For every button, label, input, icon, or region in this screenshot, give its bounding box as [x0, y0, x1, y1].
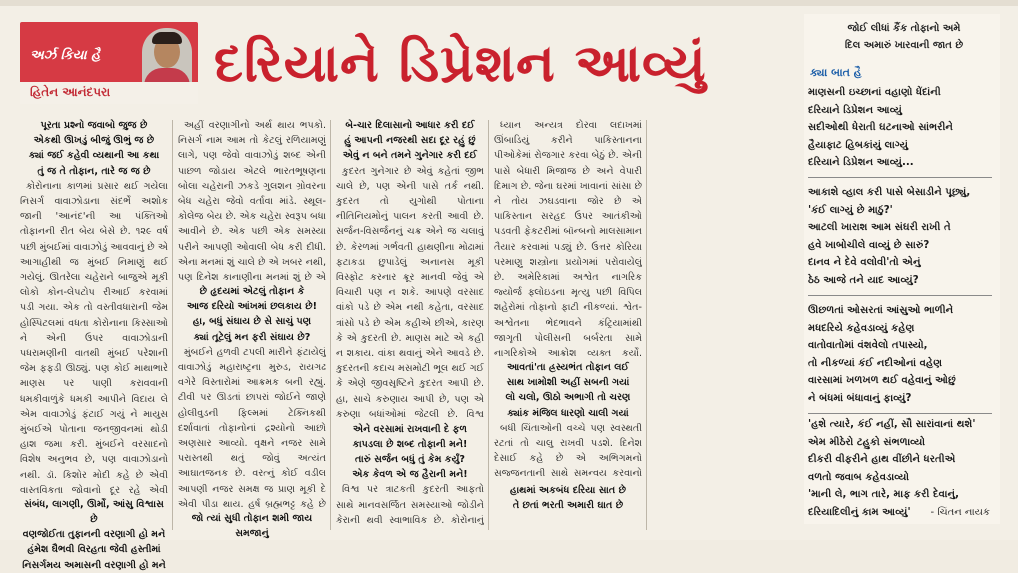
divider [808, 413, 992, 414]
column-divider [172, 120, 173, 530]
author-bar [20, 82, 198, 104]
verse: પૂરતા પ્રશ્નો જવાબો જુજ છે [40, 120, 148, 131]
verse: બે-ચાર દિલાસાનો આધાર કરી દઈ [345, 120, 475, 131]
poem-sidebar [804, 14, 1000, 524]
verse: તું જ તે તોફાન, તારે જ જ છે [37, 165, 151, 177]
verse: ક્યાં જઈ કહેવી વ્યથાની આ કથા [28, 150, 160, 162]
section-title: ક્યા બાત હૈ [810, 66, 862, 79]
author-name: હિતેન આનંદપરા [30, 85, 111, 99]
poem-stanza-3: ઊછળતાં ઓસરતાં આંસુઓ ભાળીને મધદરિયે કહેવડાવ્યું કહેણ વાતોવાતોમાં વંશવેલો તપાસ્યો, તો નીકળ્યાં કંઈ નદીઓનાં વહેણ વારસામાં ખળખળ થઈ વહેવાનું ઓછું ને બંધમાં બંધાવાનું ફાવ્યું? [808, 305, 956, 404]
verse: આજ દરિયો આંખમાં છલકાય છે! [186, 301, 318, 313]
verse: લો ચલો, ઊઠો અભાગી તો ચરણ [505, 392, 631, 404]
paragraph: ધ્યાન અન્યત્ર દોરવા લદાખમાં ઊંબાડિયું કરીને પાકિસ્તાનના પીઓકેમાં રોજગાર કરવા બેઠું છે. એની પાસે બેધારી મિજાજ છે અને વેપારી દિમાગ છે. જેના ઘરમાં ખાવાનાં સાંસા છે ને તોય ઝઘડવાના જોર છે એ પાકિસ્તાન સરહદ ઉપર આતંકીઓ પડવતી ફેકટરીમાં બૉન્બનો માલસામાન તૈયાર કરવામાં પડ્યું છે. ઉત્તર કોરિયા પરમાણુ શસ્ત્રોના પ્રયોગમાં પરોવાયેલું છે. અમેરિકામાં અશ્વેત નાગરિક જ્યોર્જ ફ્લોઇડના મૃત્યુ પછી વિપિલ શહેરોમાં તોફાનો ફાટી નીકળ્યાં. શ્વેત-અશ્વેતના ભેદભાવને કંટ્રિયામાંથી જાગૃતી પોલીસની બર્બરતા સામે નાગરિકોએ આક્રોશ વ્યક્ત કર્યો. [494, 120, 642, 360]
verse: તારું સર્જન બધું તું કેમ કર્યું? [355, 454, 465, 466]
column-divider [646, 120, 647, 530]
column-divider [488, 120, 489, 530]
verse: તે છતાં ભરતી અમારી ઘાત છે [512, 500, 624, 512]
top-strip [0, 0, 1018, 6]
divider [808, 295, 992, 296]
verse: હા, બધું સંઘાય છે સે સાચું પણ [192, 316, 312, 328]
verse: જો ત્યાં સુધી તોફાન શમી જાય સમજાનું [191, 512, 313, 540]
headline: દરિયાને ડિપ્રેશન આવ્યું [214, 33, 707, 94]
verse: સાથ ખામોશી અહીં સબની ગયાં [506, 377, 630, 389]
article-column-2 [178, 118, 326, 541]
article-column-4 [494, 118, 642, 513]
verse: વણજોઈતા તુફાનની વરણાગી હો મને [22, 529, 166, 541]
verse: છે હૃદયમાં એટલું તોફાન કે [199, 286, 305, 297]
article-column-3 [336, 118, 484, 528]
verse: આવતાં'તા હ્રસ્યભંત તોફાન લઈ [507, 362, 629, 373]
paragraph: અહીં વરણાગીનો અર્થ થાય ભપકો. નિસર્ગ નામ આમ તો કેટલું રળિયામણું લાગે, પણ જેવો વાવાઝોડું શબ્દ એની પાછળ જોડાય એટલે ભારતભૂષણના બોલા ચહેરાની ઝકડે ગુલશન ગ્રોવરના બેધ ચહેરા જેવો વર્તાવા માંડે. સ્થૂલ-કોલેજ બેય છે. એક ચહેરા સ્વરૂપ બધા આવીને છે. એક પછી એક સમસ્યા પરીને આપણી ઓવાલી બેધ કરી દીધી. એના મનમાં શું ચાલે છે એ ખબર નથી, પણ દિનેશ કાનાણીના મનમાં શું છે એ [178, 120, 326, 284]
verse: ક્યાંક મંજિલ ધારણો ચાલી ગયાં [507, 407, 629, 419]
paragraph: કુદરત ગુનેગાર છે એવું કહેતાં જીભ ચાલે છે, પણ એની પાસે તર્ક નથી. કુદરત તો યુગોથી પોતાના નીતિનિયમોનું પાલન કરતી આવી છે. સર્જન-વિસર્જનનું ચક્ર એને જ ચલાવું છે. કેરળમાં ગર્ભવતી હાથણીના મોઢામાં ફટાકડા છુપાડેલું અનાનસ મૂકી વિસ્ફોટ કરનાર ક્રૂર માનવી જેવું એ વિચારી પણ ન શકે. આપણે વરસાદ વાંકો પડે છે એમ નથી કહેતા, વરસાદ ત્રાંસો પડે છે એમ કહીએ છીએ, કારણ કે એ કુદરતી છે. માણસ માટે એ કહી ન શકાય. વાંકા થવાનું એને આવડે છે. કુદરતની કદાચ મસમોટી ભૂલ થઈ ગઈ કે એણે જીવસૃષ્ટિને કુદરત આપી છે. હા, સાચે કરુણાય આપી છે, પણ એ કરુણા બધાંઓમાં જેટલી છે. વિશ્વ [336, 165, 484, 420]
poem-stanza-4: 'હશે ત્યારે, કંઈ નહીં, સૌ સારાંવાનાં થશે' એમ મીઠેરો ટહુકો સંભળાવ્યો દીકરી વીફરીને હાથ વીંછીને ધરતીએ વળતો જવાબ કહેવડાવ્યો 'માની લે, ભાગ તારે, માફ કરી દેવાનું, દરિયાદિલીનું કામ આવ્યું' [808, 419, 976, 518]
verse: કાપડલા છે શબ્દ તોફાની મને! [352, 438, 468, 450]
article-column-1 [20, 118, 168, 573]
paragraph: વિશ્વ પર ત્રાટકતી કુદરતી આફતો સાથે માનવસર્જિત સમસ્યાઓ જોડીને કેરાની થવી સ્વાભાવિક છે. કોરોનાનું [336, 484, 484, 526]
column-name: અર્ઝ કિયા હૈ [30, 48, 101, 63]
verse: એક કેવળ એ જ હૈરાની મને! [352, 469, 468, 481]
verse: હંમેશ ઘૈભવી વિરહતા જેવી હસ્તીમાં [27, 544, 161, 556]
column-divider [330, 120, 331, 530]
sidebar-quote: જોઈ લીધાં કૈંક તોફાનો અમે દિલ અમારું ખારવાની જાત છે [844, 23, 964, 51]
verse: એવું ન બને તમને ગુનેગાર કરી દઈ [342, 150, 478, 162]
poem-stanza-2: આકાશે વ્હાલ કરી પાસે બેસાડીને પૂછ્યું, 'કંઈ લાગ્યું છે માઠું?' આટલી ખારાશ આમ સંઘરી રાખી તે હવે ખાબોચીલે વાવ્યું છે સારું? દાનવ ને દેવે વલોવી'તો એનું ઠેઠ આજે તને યાદ આવ્યું? [808, 187, 971, 286]
verse: હાથમાં અકબંધ દરિયા સાત છે [510, 484, 626, 496]
verse: ક્યાં તૂટેલું મન ફરી સંઘાય છે? [193, 331, 311, 343]
divider [808, 177, 992, 178]
verse: એકથી ઊખડું બીજું ઊભું જ છે [33, 135, 155, 147]
paragraph: મુંબઈને હળવી ટપલી મારીને ફંટાયેલું વાવાઝોડું મહારાષ્ટ્રના મુરુડ, રાયગઢ વગેરે વિસ્તારોમાં આક્રમક બની રહ્યું. ટીવી પર ઊડતાં છાપરાં જોઈને જાણે હોલીવુડની ફિલ્મમાં ટેક્નિકથી દર્શાવાતાં તોફાનોનાં દ્રશ્યોનો આછો અણસાર આવ્યો. વૃક્ષને નજર સામે પરાસ્તથી થતું જોવું અત્યંત આઘાતજનક છે. વરત્નું કોઈ વડીલ આપણી નજર સમક્ષ જ પ્રાણ મૂકી દે એવી પીડા થાય. હર્ષ બ્રહ્મભટ્ટ કહે છે [178, 346, 326, 510]
paragraph: બધી ચિંતાઓની વચ્ચે પણ સ્વસ્થતી રટતાં તો ચાલુ રાખવી પડશે. દિનેશ દેસાઈ કહે છે એ અભિગમનો સજ્જનતાની સાથે સમન્વય કરવાનો [494, 422, 642, 480]
verse: નિસર્ગમય અમાસની વરણાગી હો મને [22, 559, 166, 571]
poem-stanza-1: માણસની ઇચ્છાનાં વહાણો ધેંદાંની દરિયાને ડિપ્રેશન આવ્યું સદીઓથી ધેરાતી ઘટનાઓ સાંભરીને હૈયાફાટ હિબકાંયું લાગ્યું દરિયાને ડિપ્રેશન આવ્યું... [808, 87, 954, 168]
verse: હું આપની નજરથી સદા દૂર રહું છું [344, 135, 476, 147]
poet-signature: - ચિંતન નાયક [930, 507, 990, 518]
verse: સંબંધ, લાગણી, ઊર્મો, આંસુ વિશ્વાસ છે [24, 498, 164, 526]
verse: એને વરસામાં રાખવાની દે ફળ [353, 423, 467, 435]
paragraph: કોરોનાના કાળમાં પ્રસાર થઈ ગયેલા નિસર્ગ વાવાઝોડાના સંદર્ભે અશોક જાની 'આનંદ'ની આ પંક્તિઓ તોફાનની રીત બેય બેસે છે. ૧૨૯ વર્ષ પછી મુંબઈમાં વાવાઝોડું આવવાનું છે એ આગાહીથી જ મુંબઈ નિમાણું થઈ ગયેલું. ઊતરેલા ચહેરાને બાજુએ મૂકી લોકો કોન-લેપટોપ રીઆઈ કરવામાં પડી ગયા. એક તો વસ્તીવધારાની જેમ હોસ્પિટલમાં વધતા કોરોનાના કિસ્સાઓ ને એની ઉપર વાવાઝોડાની પધરામણીની વાતથી મુંબઈ પરેશાની જેમ ફફડી ઊઠ્યું. પણ કોઈ માથાભારે માણસ પર પાણી કરાવવાની ધમકીવાળુંકે ધમકી આપીને વિદાય લે એમ વાવાઝોડું ફંટાઈ ગયું ને માયુસ મુંબઈએ પોતાના જનજીવનમાં થોડી હાશ જમા કરી. મુંબઈને વરસાદનો વિશેષ અનુભવ છે, પણ વાવાઝોડાનો નથી. ડૉ. કિશોર મોદી કહે છે એવી વાસ્તવિકતા જોવાનો દૂર રહે એવી [20, 180, 168, 496]
